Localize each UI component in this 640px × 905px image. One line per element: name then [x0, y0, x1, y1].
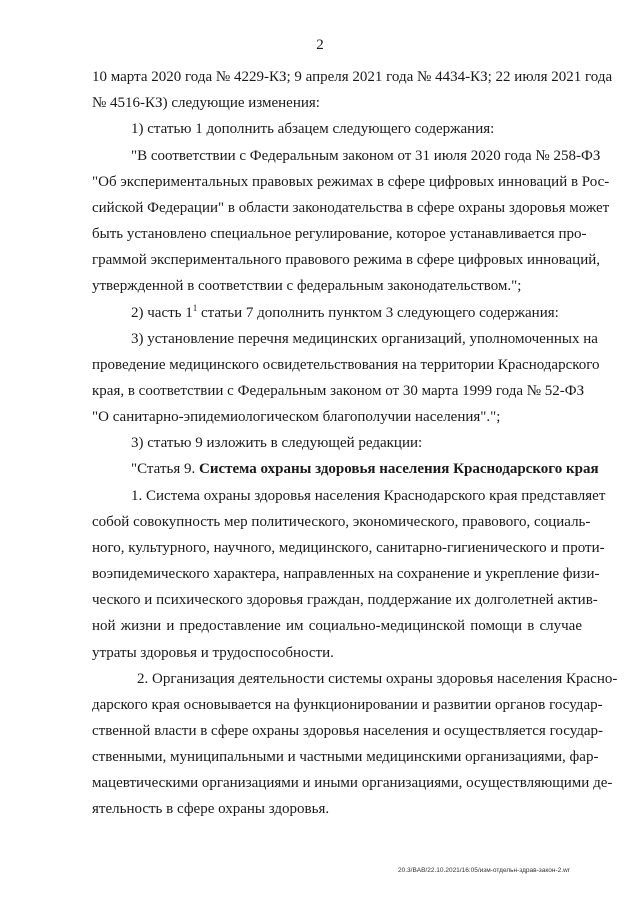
text-line: 3) статью 9 изложить в следующей редакции: — [131, 435, 423, 451]
text-line: края, в соответствии с Федеральным законом от 30 марта 1999 года № 52-ФЗ — [92, 383, 585, 399]
text-line: дарского края основывается на функционировании и развитии органов государ- — [92, 697, 603, 713]
text-line: собой совокупность мер политического, экономического, правового, социаль- — [92, 514, 591, 530]
text-line: 2. Организация деятельности системы охраны здоровья населения Красно- — [137, 671, 618, 687]
text-line: ственными, муниципальными и частными медицинскими организациями, фар- — [92, 749, 599, 765]
article-heading — [131, 460, 599, 478]
text-line: сийской Федерации" в области законодательства в сфере охраны здоровья может — [92, 200, 610, 216]
text-line: проведение медицинского освидетельствования на территории Краснодарского — [92, 357, 600, 373]
text-line: "В соответствии с Федеральным законом от 31 июля 2020 года № 258-ФЗ — [131, 148, 601, 164]
text-line: № 4516-КЗ) следующие изменения: — [92, 95, 320, 111]
article-prefix: "Статья 9. — [131, 461, 199, 477]
item-2-suffix: статьи 7 дополнить пунктом 3 следующего содержания: — [197, 305, 559, 321]
text-line: ного, культурного, научного, медицинского, санитарно-гигиенического и проти- — [92, 540, 605, 556]
text-line: ятельность в сфере охраны здоровья. — [92, 801, 330, 817]
item-2-prefix: 2) часть 1 — [131, 305, 193, 321]
page-number: 2 — [316, 37, 324, 53]
text-line: ческого и психического здоровья граждан, поддержание их долголетней актив- — [92, 592, 598, 608]
footer-stamp: 20.3/BAB/22.10.2021/16:05/изм-отдельн-здрав-закон-2.wr — [398, 867, 570, 874]
text-line: утраты здоровья и трудоспособности. — [92, 645, 334, 661]
text-line: 10 марта 2020 года № 4229-КЗ; 9 апреля 2021 года № 4434-КЗ; 22 июля 2021 года — [92, 69, 613, 85]
item-2-superscript: 1 — [192, 303, 198, 313]
text-line: воэпидемического характера, направленных на сохранение и укрепление физи- — [92, 566, 600, 582]
text-line: ной жизни и предоставление им социально-медицинской помощи в случае — [92, 618, 582, 634]
text-line: быть установлено специальное регулирование, которое устанавливается про- — [92, 226, 587, 242]
text-line: утвержденной в соответствии с федеральным законодательством."; — [92, 278, 522, 294]
item-2-line — [131, 304, 559, 322]
article-title: Система охраны здоровья населения Краснодарского края — [198, 461, 599, 477]
text-line: 3) установление перечня медицинских организаций, уполномоченных на — [131, 331, 598, 347]
text-line: граммой экспериментального правового режима в сфере цифровых инноваций, — [92, 252, 601, 268]
text-line: "О санитарно-эпидемиологическом благополучии населения"."; — [92, 409, 501, 425]
text-line: 1) статью 1 дополнить абзацем следующего содержания: — [131, 121, 495, 137]
text-line: 1. Система охраны здоровья населения Краснодарского края представляет — [131, 488, 606, 504]
text-line: мацевтическими организациями и иными организациями, осуществляющими де- — [92, 775, 613, 791]
text-line: ственной власти в сфере охраны здоровья населения и осуществляется государ- — [92, 723, 604, 739]
text-line: "Об экспериментальных правовых режимах в сфере цифровых инноваций в Рос- — [92, 174, 610, 190]
